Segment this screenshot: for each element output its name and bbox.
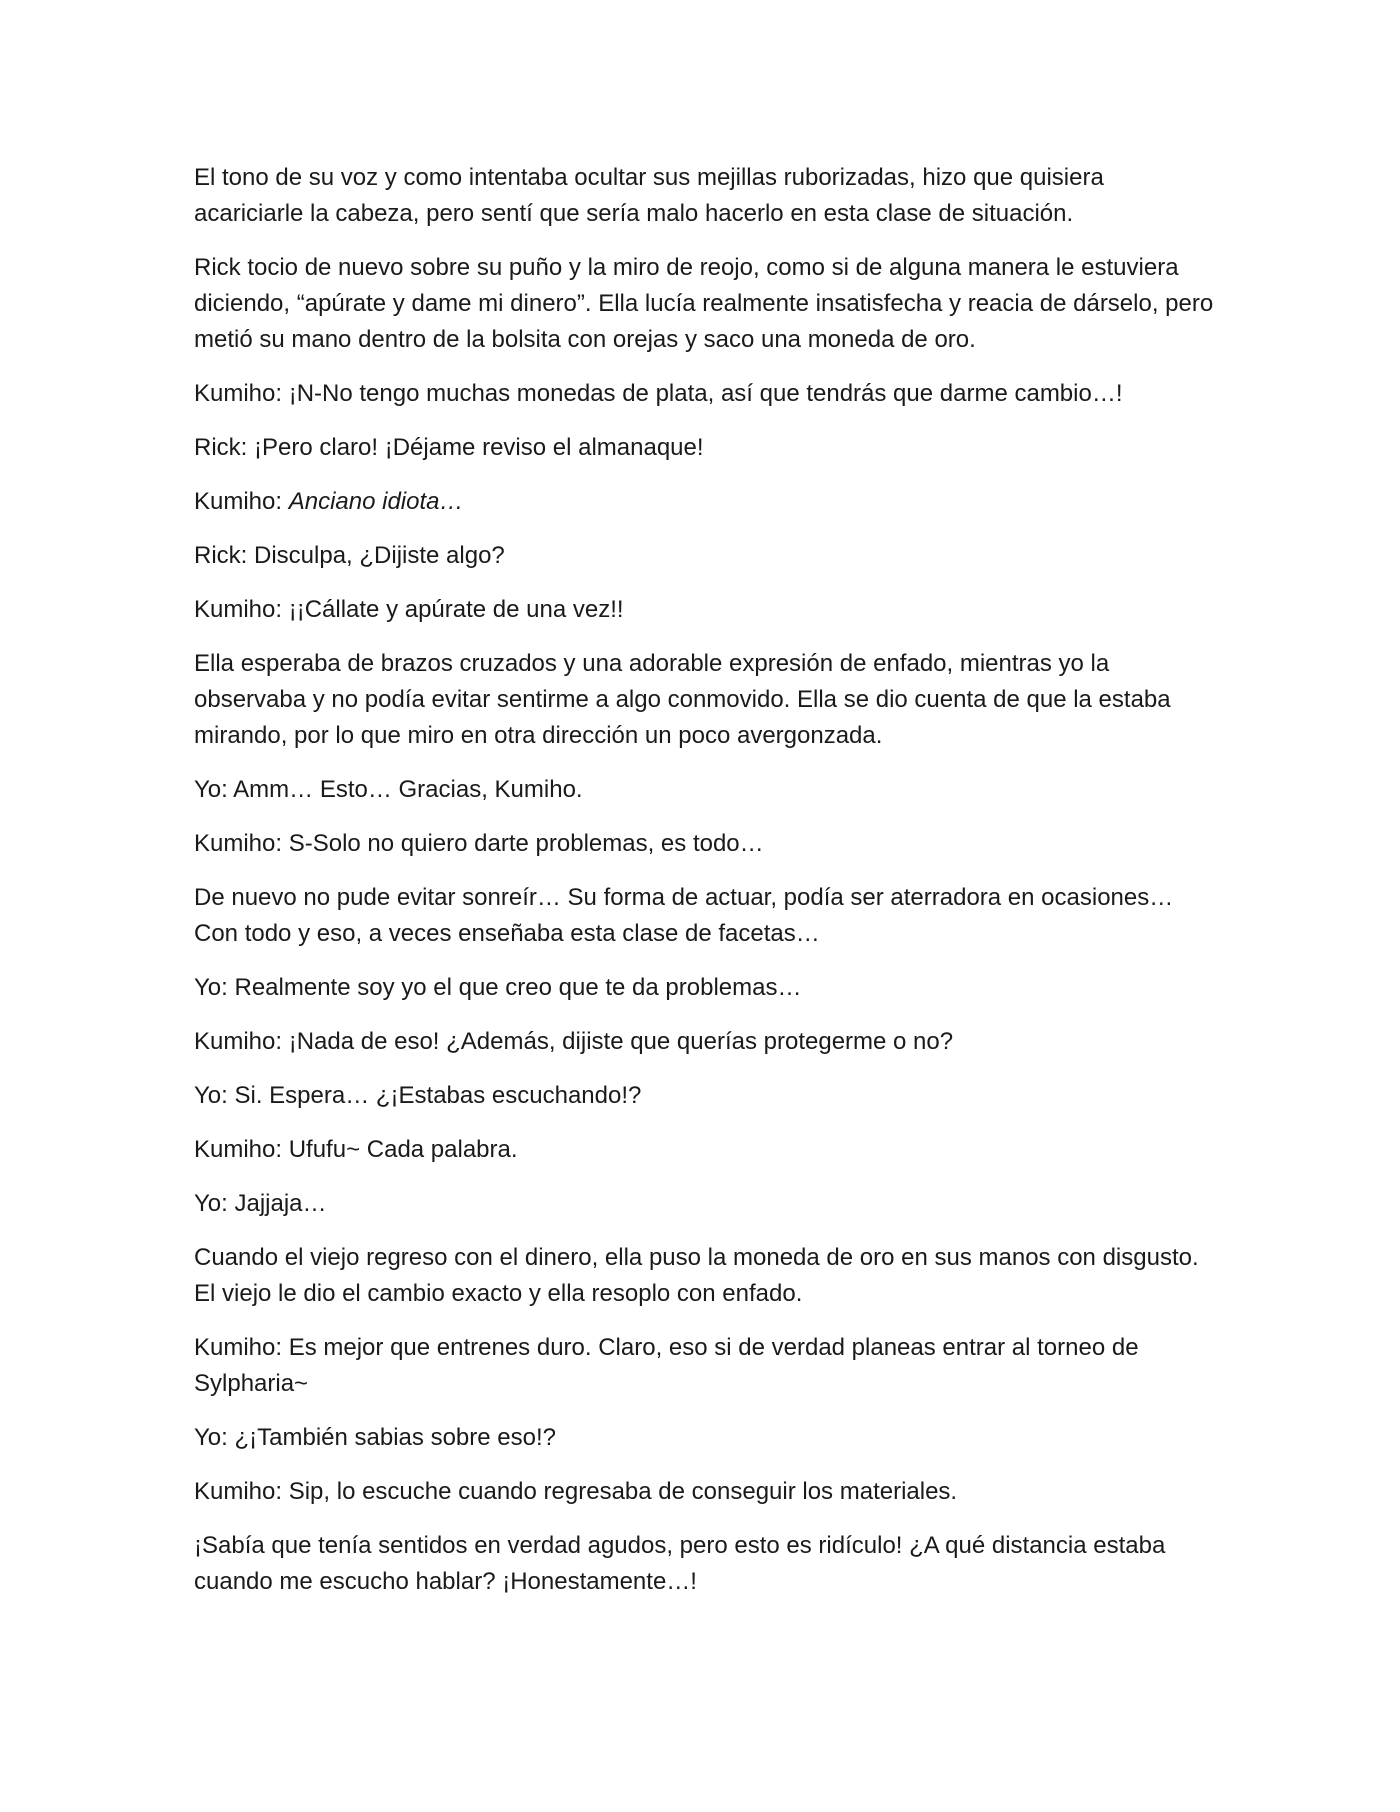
dialogue-line: Kumiho: ¡¡Cállate y apúrate de una vez!! bbox=[194, 596, 624, 623]
dialogue-line: Rick: ¡Pero claro! ¡Déjame reviso el almanaque! bbox=[194, 434, 704, 461]
dialogue-line: Yo: Si. Espera… ¿¡Estabas escuchando!? bbox=[194, 1082, 642, 1109]
dialogue-line: Kumiho: S-Solo no quiero darte problemas, es todo… bbox=[194, 830, 764, 857]
italic-dialogue: Anciano idiota… bbox=[288, 488, 464, 515]
dialogue-line: Yo: Realmente soy yo el que creo que te da problemas… bbox=[194, 974, 802, 1001]
dialogue-line: Rick: Disculpa, ¿Dijiste algo? bbox=[194, 542, 505, 569]
paragraph: Rick tocio de nuevo sobre su puño y la miro de reojo, como si de alguna manera le estuviera diciendo, “apúrate y dame mi dinero”. Ella lucía realmente insatisfecha y reacia de dárselo, pero metió su mano dentro de la bolsita con orejas y saco una moneda de oro. bbox=[194, 254, 1214, 353]
paragraph: De nuevo no pude evitar sonreír… Su forma de actuar, podía ser aterradora en ocasiones… Con todo y eso, a veces enseñaba esta clase de facetas… bbox=[194, 884, 1174, 947]
document-body bbox=[194, 160, 1214, 1618]
dialogue-line bbox=[194, 484, 1214, 520]
speaker-label: Kumiho: bbox=[194, 488, 289, 515]
paragraph: Ella esperaba de brazos cruzados y una adorable expresión de enfado, mientras yo la observaba y no podía evitar sentirme a algo conmovido. Ella se dio cuenta de que la estaba mirando, por lo que miro en otra dirección un poco avergonzada. bbox=[194, 650, 1171, 749]
paragraph: El tono de su voz y como intentaba ocultar sus mejillas ruborizadas, hizo que quisiera acariciarle la cabeza, pero sentí que sería malo hacerlo en esta clase de situación. bbox=[194, 164, 1104, 227]
dialogue-line: Kumiho: Sip, lo escuche cuando regresaba de conseguir los materiales. bbox=[194, 1478, 958, 1505]
dialogue-line: Yo: Amm… Esto… Gracias, Kumiho. bbox=[194, 776, 583, 803]
dialogue-line: Yo: Jajjaja… bbox=[194, 1190, 327, 1217]
dialogue-line: Kumiho: ¡Nada de eso! ¿Además, dijiste que querías protegerme o no? bbox=[194, 1028, 954, 1055]
paragraph: ¡Sabía que tenía sentidos en verdad agudos, pero esto es ridículo! ¿A qué distancia estaba cuando me escucho hablar? ¡Honestamente…! bbox=[194, 1532, 1166, 1595]
dialogue-line: Kumiho: ¡N-No tengo muchas monedas de plata, así que tendrás que darme cambio…! bbox=[194, 380, 1123, 407]
paragraph: Cuando el viejo regreso con el dinero, ella puso la moneda de oro en sus manos con disgusto. El viejo le dio el cambio exacto y ella resoplo con enfado. bbox=[194, 1244, 1199, 1307]
dialogue-line: Yo: ¿¡También sabias sobre eso!? bbox=[194, 1424, 556, 1451]
dialogue-line: Kumiho: Es mejor que entrenes duro. Claro, eso si de verdad planeas entrar al torneo de Sylpharia~ bbox=[194, 1334, 1139, 1397]
dialogue-line: Kumiho: Ufufu~ Cada palabra. bbox=[194, 1136, 518, 1163]
